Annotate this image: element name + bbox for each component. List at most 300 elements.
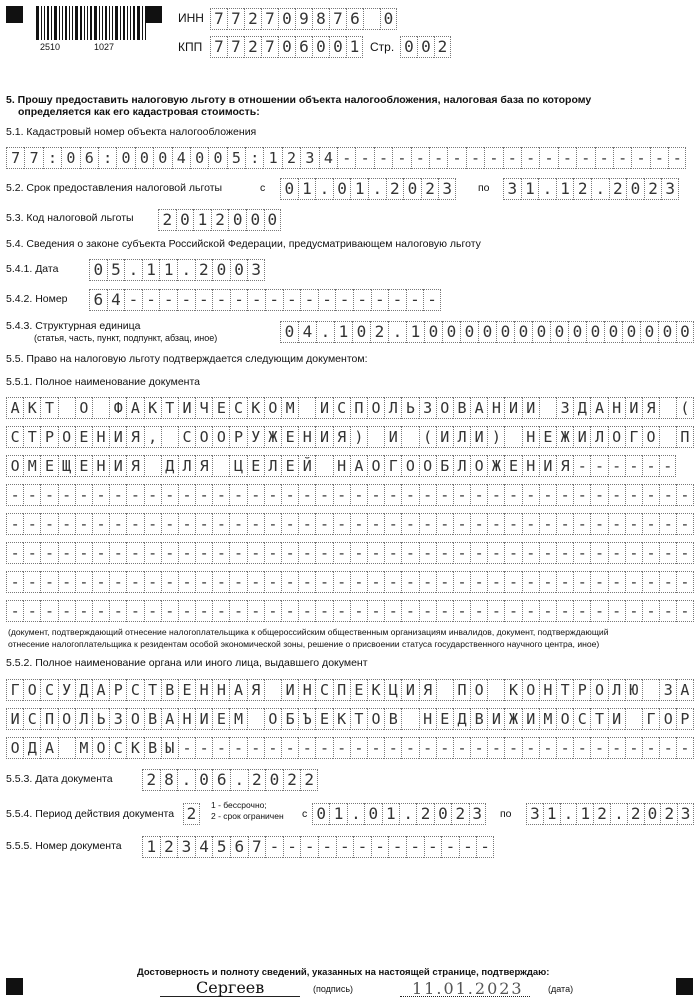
kpp-field[interactable] <box>210 36 363 58</box>
char-cell: Ц <box>384 679 401 701</box>
char-cell: Я <box>126 455 143 477</box>
char-cell <box>264 679 281 701</box>
char-cell <box>144 455 161 477</box>
char-cell: - <box>75 513 92 535</box>
validity-to-field[interactable] <box>526 803 694 825</box>
char-cell: - <box>281 542 298 564</box>
char-cell: - <box>436 542 453 564</box>
s551-row <box>6 455 676 477</box>
char-cell: Е <box>315 708 332 730</box>
char-cell: Н <box>92 426 109 448</box>
char-cell: - <box>521 147 539 169</box>
char-cell: 1 <box>350 178 368 200</box>
s554-to-label: по <box>500 808 512 820</box>
char-cell: С <box>126 679 143 701</box>
char-cell: - <box>6 600 23 622</box>
char-cell: 0 <box>417 36 434 58</box>
char-cell: - <box>522 484 539 506</box>
char-cell: 0 <box>626 178 644 200</box>
char-cell: - <box>659 600 676 622</box>
char-cell: Л <box>453 455 470 477</box>
char-cell: А <box>470 397 487 419</box>
char-cell: 7 <box>227 8 244 30</box>
char-cell: 3 <box>677 803 694 825</box>
barcode-bar <box>105 6 107 40</box>
char-cell: - <box>264 513 281 535</box>
char-cell: А <box>161 708 178 730</box>
char-cell: - <box>573 513 590 535</box>
char-cell: - <box>298 571 315 593</box>
char-cell: - <box>333 737 350 759</box>
char-cell: - <box>318 289 336 311</box>
char-cell: Ц <box>229 455 246 477</box>
char-cell: - <box>453 571 470 593</box>
char-cell: С <box>333 397 350 419</box>
barcode-bar <box>133 6 135 40</box>
char-cell: - <box>642 571 659 593</box>
char-cell: - <box>350 600 367 622</box>
char-cell: П <box>676 426 693 448</box>
char-cell: - <box>126 542 143 564</box>
char-cell: Я <box>195 455 212 477</box>
barcode-bar <box>47 6 49 40</box>
char-cell: - <box>470 571 487 593</box>
char-cell: - <box>161 600 178 622</box>
char-cell: Ж <box>504 708 521 730</box>
char-cell: - <box>608 571 625 593</box>
s552-label: 5.5.2. Полное наименование органа или иного лица, выдавшего документ <box>6 657 368 669</box>
char-cell: - <box>556 542 573 564</box>
char-cell: Е <box>350 679 367 701</box>
char-cell: - <box>453 600 470 622</box>
char-cell: С <box>229 397 246 419</box>
char-cell: - <box>75 542 92 564</box>
char-cell: Д <box>75 679 92 701</box>
char-cell <box>401 426 418 448</box>
char-cell: К <box>23 397 40 419</box>
char-cell: И <box>315 397 332 419</box>
char-cell: - <box>608 513 625 535</box>
validity-option-2: 2 - срок ограничен <box>211 811 284 821</box>
barcode-bar <box>127 6 128 40</box>
char-cell: О <box>367 397 384 419</box>
char-cell <box>487 679 504 701</box>
char-cell: 2 <box>158 209 176 231</box>
validity-from-field[interactable] <box>312 803 486 825</box>
char-cell: - <box>298 484 315 506</box>
char-cell: 0 <box>644 803 661 825</box>
char-cell: И <box>470 426 487 448</box>
law-number-field[interactable] <box>89 289 441 311</box>
char-cell: - <box>590 513 607 535</box>
char-cell: - <box>144 571 161 593</box>
char-cell: Н <box>608 397 625 419</box>
char-cell: - <box>247 542 264 564</box>
char-cell: О <box>92 737 109 759</box>
s541-label: 5.4.1. Дата <box>6 263 59 275</box>
char-cell: - <box>92 600 109 622</box>
inn-field[interactable] <box>210 8 397 30</box>
char-cell: - <box>401 737 418 759</box>
page-label: Стр. <box>370 40 395 54</box>
s543-sub: (статья, часть, пункт, подпункт, абзац, иное) <box>34 333 218 343</box>
s551-row <box>6 426 694 448</box>
char-cell: - <box>470 542 487 564</box>
char-cell: - <box>470 484 487 506</box>
char-cell: - <box>556 484 573 506</box>
char-cell: - <box>333 600 350 622</box>
char-cell: - <box>504 542 521 564</box>
char-cell: - <box>392 147 410 169</box>
char-cell: - <box>195 571 212 593</box>
char-cell: - <box>281 737 298 759</box>
char-cell: - <box>459 836 477 858</box>
char-cell: - <box>212 737 229 759</box>
char-cell: Ю <box>625 679 642 701</box>
char-cell: О <box>264 397 281 419</box>
char-cell: З <box>109 708 126 730</box>
char-cell: Ж <box>556 426 573 448</box>
char-cell: О <box>58 708 75 730</box>
benefit-period-to-field[interactable] <box>503 178 679 200</box>
char-cell: С <box>23 708 40 730</box>
char-cell: - <box>522 737 539 759</box>
char-cell: - <box>109 542 126 564</box>
char-cell: - <box>419 513 436 535</box>
kpp-label: КПП <box>178 40 203 54</box>
char-cell: ( <box>676 397 693 419</box>
char-cell: 3 <box>469 803 486 825</box>
barcode-bar <box>137 6 140 40</box>
char-cell: - <box>142 289 160 311</box>
barcode-bar <box>87 6 88 40</box>
s552-row <box>6 708 694 730</box>
s543-label: 5.4.3. Структурная единица <box>6 320 141 332</box>
char-cell: 0 <box>586 321 604 343</box>
barcode-bar <box>94 6 97 40</box>
char-cell: Ъ <box>298 708 315 730</box>
char-cell: - <box>298 542 315 564</box>
document-date-field[interactable] <box>142 769 318 791</box>
char-cell: 0 <box>278 36 295 58</box>
barcode-bar <box>90 6 92 40</box>
char-cell: - <box>676 600 693 622</box>
char-cell: - <box>178 600 195 622</box>
char-cell: - <box>590 484 607 506</box>
char-cell: Л <box>384 397 401 419</box>
char-cell: 1 <box>142 836 160 858</box>
barcode-bar <box>84 6 85 40</box>
char-cell: - <box>247 571 264 593</box>
barcode-bar <box>65 6 67 40</box>
barcode-bar <box>102 6 103 40</box>
char-cell: . <box>610 803 627 825</box>
char-cell: Е <box>40 455 57 477</box>
char-cell: - <box>283 289 301 311</box>
char-cell: - <box>40 571 57 593</box>
char-cell: ) <box>487 426 504 448</box>
char-cell: 6 <box>80 147 98 169</box>
char-cell: Р <box>229 426 246 448</box>
char-cell: - <box>367 484 384 506</box>
char-cell: - <box>178 542 195 564</box>
page-field[interactable] <box>400 36 451 58</box>
char-cell: Л <box>453 426 470 448</box>
char-cell: Н <box>212 679 229 701</box>
char-cell: 0 <box>230 259 248 281</box>
char-cell: - <box>315 542 332 564</box>
char-cell: 5 <box>107 259 125 281</box>
char-cell <box>659 426 676 448</box>
barcode-bar <box>142 6 143 40</box>
char-cell: Е <box>212 397 229 419</box>
char-cell: 2 <box>644 178 662 200</box>
char-cell: - <box>573 455 590 477</box>
char-cell: - <box>539 542 556 564</box>
char-cell: В <box>144 708 161 730</box>
char-cell: - <box>23 571 40 593</box>
char-cell: - <box>595 147 613 169</box>
char-cell: - <box>161 513 178 535</box>
char-cell <box>625 708 642 730</box>
char-cell: - <box>406 836 424 858</box>
char-cell: И <box>6 708 23 730</box>
char-cell: . <box>368 178 386 200</box>
char-cell: - <box>573 542 590 564</box>
char-cell: - <box>659 455 676 477</box>
char-cell: Л <box>178 455 195 477</box>
char-cell: - <box>447 147 465 169</box>
char-cell: - <box>642 455 659 477</box>
char-cell: - <box>283 836 301 858</box>
char-cell: 1 <box>263 147 281 169</box>
char-cell: - <box>650 147 668 169</box>
char-cell: - <box>40 513 57 535</box>
char-cell: 0 <box>329 36 346 58</box>
char-cell <box>247 708 264 730</box>
char-cell: 2 <box>421 178 439 200</box>
char-cell: - <box>406 289 424 311</box>
char-cell: - <box>178 513 195 535</box>
char-cell: - <box>350 571 367 593</box>
barcode <box>36 6 148 40</box>
char-cell: - <box>522 571 539 593</box>
char-cell: И <box>436 426 453 448</box>
char-cell: О <box>367 708 384 730</box>
char-cell: - <box>522 513 539 535</box>
char-cell: А <box>6 397 23 419</box>
char-cell: 4 <box>298 321 316 343</box>
char-cell: - <box>264 542 281 564</box>
char-cell: 6 <box>89 289 107 311</box>
law-date-field[interactable] <box>89 259 265 281</box>
char-cell: 7 <box>24 147 42 169</box>
char-cell: - <box>92 542 109 564</box>
char-cell: 5 <box>212 836 230 858</box>
char-cell: 6 <box>295 36 312 58</box>
char-cell: : <box>245 147 263 169</box>
char-cell: 7 <box>227 36 244 58</box>
char-cell: - <box>424 836 442 858</box>
char-cell <box>315 455 332 477</box>
char-cell: - <box>40 484 57 506</box>
char-cell: С <box>178 426 195 448</box>
char-cell: - <box>631 147 649 169</box>
char-cell: - <box>384 571 401 593</box>
barcode-bar <box>145 6 146 40</box>
char-cell <box>539 397 556 419</box>
char-cell: - <box>539 484 556 506</box>
document-number-field[interactable] <box>142 836 494 858</box>
char-cell: 0 <box>333 178 351 200</box>
barcode-bar <box>80 6 82 40</box>
char-cell: 0 <box>190 147 208 169</box>
char-cell: - <box>659 542 676 564</box>
char-cell: - <box>388 836 406 858</box>
char-cell: - <box>436 600 453 622</box>
char-cell: . <box>388 321 406 343</box>
char-cell: - <box>109 600 126 622</box>
char-cell: 1 <box>142 259 160 281</box>
char-cell: Р <box>40 426 57 448</box>
char-cell: - <box>229 600 246 622</box>
char-cell: - <box>212 513 229 535</box>
char-cell: - <box>298 600 315 622</box>
char-cell: 1 <box>543 803 560 825</box>
char-cell: З <box>659 679 676 701</box>
char-cell: - <box>419 737 436 759</box>
char-cell: - <box>23 484 40 506</box>
char-cell: 1 <box>576 803 593 825</box>
char-cell: А <box>40 737 57 759</box>
char-cell: Н <box>539 679 556 701</box>
char-cell: У <box>247 426 264 448</box>
char-cell: И <box>315 426 332 448</box>
char-cell: Я <box>247 679 264 701</box>
char-cell: 7 <box>329 8 346 30</box>
char-cell: - <box>355 147 373 169</box>
char-cell: О <box>470 679 487 701</box>
char-cell: - <box>126 484 143 506</box>
char-cell: - <box>265 289 283 311</box>
char-cell: Н <box>522 455 539 477</box>
benefit-code-field[interactable] <box>158 209 281 231</box>
char-cell: А <box>590 397 607 419</box>
char-cell: - <box>58 542 75 564</box>
s53-label: 5.3. Код налоговой льготы <box>6 212 134 224</box>
char-cell: - <box>539 571 556 593</box>
char-cell: Г <box>642 708 659 730</box>
char-cell: 3 <box>300 147 318 169</box>
char-cell: - <box>333 542 350 564</box>
char-cell: - <box>367 513 384 535</box>
char-cell: 3 <box>438 178 456 200</box>
char-cell: 7 <box>248 836 266 858</box>
char-cell: 0 <box>424 321 442 343</box>
char-cell: 7 <box>210 36 227 58</box>
benefit-period-from-field[interactable] <box>280 178 456 200</box>
char-cell: - <box>353 289 371 311</box>
char-cell: О <box>6 455 23 477</box>
char-cell: - <box>58 513 75 535</box>
char-cell: - <box>159 289 177 311</box>
char-cell: - <box>265 836 283 858</box>
char-cell: 0 <box>550 321 568 343</box>
s55-label: 5.5. Право на налоговую льготу подтверждается следующим документом: <box>6 353 368 365</box>
char-cell: - <box>429 147 447 169</box>
char-cell: 4 <box>319 147 337 169</box>
char-cell: . <box>538 178 556 200</box>
char-cell: - <box>504 484 521 506</box>
s554-label: 5.5.4. Период действия документа <box>6 808 175 820</box>
char-cell: 0 <box>212 259 230 281</box>
char-cell: - <box>315 484 332 506</box>
char-cell: Н <box>487 397 504 419</box>
char-cell: 0 <box>312 36 329 58</box>
barcode-number-right: 1027 <box>94 42 115 52</box>
char-cell: - <box>608 737 625 759</box>
char-cell: - <box>388 289 406 311</box>
char-cell: - <box>625 737 642 759</box>
char-cell: 0 <box>280 178 298 200</box>
validity-code-field[interactable] <box>183 803 200 825</box>
char-cell: Р <box>109 679 126 701</box>
char-cell: А <box>92 679 109 701</box>
char-cell: - <box>264 737 281 759</box>
char-cell: И <box>384 426 401 448</box>
char-cell: Н <box>178 708 195 730</box>
char-cell: . <box>560 803 577 825</box>
char-cell: . <box>124 259 142 281</box>
char-cell: - <box>92 571 109 593</box>
char-cell: - <box>453 484 470 506</box>
char-cell: - <box>436 513 453 535</box>
barcode-bar <box>109 6 110 40</box>
char-cell: - <box>247 737 264 759</box>
char-cell: О <box>212 426 229 448</box>
s552-row <box>6 737 694 759</box>
s52-label: 5.2. Срок предоставления налоговой льготы <box>6 182 223 194</box>
char-cell: 8 <box>312 8 329 30</box>
cadastral-number-field[interactable] <box>6 147 686 169</box>
char-cell: - <box>109 571 126 593</box>
char-cell: - <box>556 600 573 622</box>
char-cell: - <box>573 571 590 593</box>
char-cell: - <box>436 737 453 759</box>
char-cell: К <box>504 679 521 701</box>
char-cell <box>367 426 384 448</box>
char-cell: - <box>144 542 161 564</box>
char-cell: - <box>229 542 246 564</box>
char-cell: П <box>40 708 57 730</box>
s551-row <box>6 571 694 593</box>
char-cell: И <box>608 708 625 730</box>
char-cell: Я <box>333 426 350 448</box>
char-cell: 2 <box>244 36 261 58</box>
char-cell: 8 <box>160 769 178 791</box>
structural-unit-field[interactable] <box>280 321 694 343</box>
char-cell: - <box>668 147 686 169</box>
char-cell <box>642 679 659 701</box>
char-cell: - <box>229 513 246 535</box>
char-cell: - <box>539 513 556 535</box>
char-cell: 0 <box>568 321 586 343</box>
char-cell: - <box>466 147 484 169</box>
char-cell: - <box>212 484 229 506</box>
char-cell: Щ <box>58 455 75 477</box>
char-cell: О <box>23 679 40 701</box>
char-cell: - <box>590 600 607 622</box>
